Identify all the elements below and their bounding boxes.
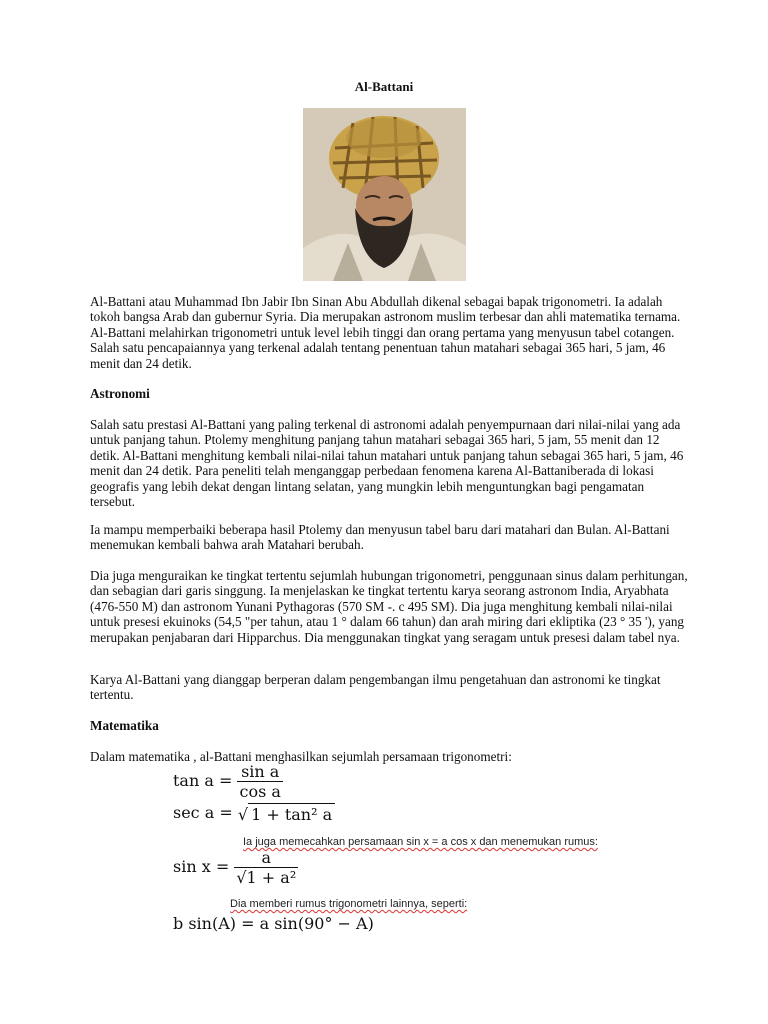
formula-sin-fraction bbox=[234, 848, 298, 887]
formula-sin-numerator: a bbox=[261, 848, 272, 867]
matematika-paragraph-1: Dalam matematika , al-Battani menghasilkan sejumlah persamaan trigonometri: bbox=[90, 749, 512, 764]
note-solving-equation: Ia juga memecahkan persamaan sin x = a cos x dan menemukan rumus: bbox=[243, 836, 598, 848]
formula-sec bbox=[173, 803, 335, 824]
page-title: Al-Battani bbox=[354, 79, 414, 94]
formula-sin-denominator: √1 + a² bbox=[236, 868, 297, 887]
formula-sin-lhs: sin x = bbox=[173, 857, 230, 876]
formula-sec-radicand: 1 + tan² a bbox=[248, 803, 335, 824]
formula-sec-sqrt: √ 1 + tan² a bbox=[238, 803, 335, 824]
formula-tan-denominator: cos a bbox=[239, 782, 281, 801]
formula-sec-lhs: sec a = bbox=[173, 803, 233, 822]
intro-paragraph: Al-Battani atau Muhammad Ibn Jabir Ibn Sinan Abu Abdullah dikenal sebagai bapak trigonometri. Ia adalah tokoh bangsa Arab dan gubernur Syria. Dia merupakan astronom muslim terbesar dan ahli matematika ternama. Al-Battani melahirkan trigonometri untuk level lebih tinggi dan orang pertama yang menyusun tabel cotangen. Salah satu pencapaiannya yang terkenal adalah tentang penentuan tahun matahari sebagai 365 hari, 5 jam, 46 menit dan 24 detik. bbox=[90, 294, 681, 371]
section-heading-astronomi: Astronomi bbox=[90, 386, 150, 401]
astronomi-paragraph-1: Salah satu prestasi Al-Battani yang paling terkenal di astronomi adalah penyempurnaan dari nilai-nilai yang ada untuk panjang tahun. Ptolemy menghitung panjang tahun matahari sebagai 365 hari, 5 jam, 55 menit dan 12 detik. Al-Battani menghitung kembali nilai-nilai tahun matahari untuk panjang tahun sebagai 365 hari, 5 jam, 46 menit dan 24 detik. Para peneliti telah menganggap perbedaan fenomena karena Al-Battaniberada di lokasi geografis yang lebih dekat dengan lintang selatan, yang mungkin lebih menguntungkan bagi pengamatan tersebut. bbox=[90, 417, 684, 510]
note-other-formulas: Dia memberi rumus trigonometri lainnya, seperti: bbox=[230, 898, 468, 910]
astronomi-paragraph-2: Ia mampu memperbaiki beberapa hasil Ptolemy dan menyusun tabel baru dari matahari dan Bulan. Al-Battani menemukan kembali bahwa arah Matahari berubah. bbox=[90, 522, 670, 553]
formula-sin-radicand: 1 + a² bbox=[246, 868, 297, 887]
portrait-image bbox=[303, 108, 466, 281]
formula-sin bbox=[173, 848, 298, 887]
astronomi-paragraph-3: Dia juga menguraikan ke tingkat tertentu sejumlah hubungan trigonometri, penggunaan sinus dalam perhitungan, dan sebagian dari garis singgung. Ia menjelaskan ke tingkat tertentu karya seorang astronom India, Aryabhata (476-550 M) dan astronom Yunani Pythagoras (570 SM -. c 495 SM). Dia juga menghitung kembali nilai-nilai untuk presesi ekuinoks (54,5 "per tahun, atau 1 ° dalam 66 tahun) dan arah miring dari ekliptika (23 ° 35 '), yang merupakan penjabaran dari Hipparchus. Dia menggunakan tingkat yang seragam untuk presesi dalam tabel nya. bbox=[90, 568, 688, 645]
astronomi-paragraph-4: Karya Al-Battani yang dianggap berperan dalam pengembangan ilmu pengetahuan dan astronomi ke tingkat tertentu. bbox=[90, 672, 661, 703]
formula-tan bbox=[173, 762, 283, 801]
formula-tan-lhs: tan a = bbox=[173, 771, 233, 790]
section-heading-matematika: Matematika bbox=[90, 718, 159, 733]
formula-tan-numerator: sin a bbox=[241, 762, 280, 781]
formula-tan-fraction bbox=[237, 762, 282, 801]
formula-law-of-sines: b sin(A) = a sin(90° − A) bbox=[173, 914, 374, 933]
